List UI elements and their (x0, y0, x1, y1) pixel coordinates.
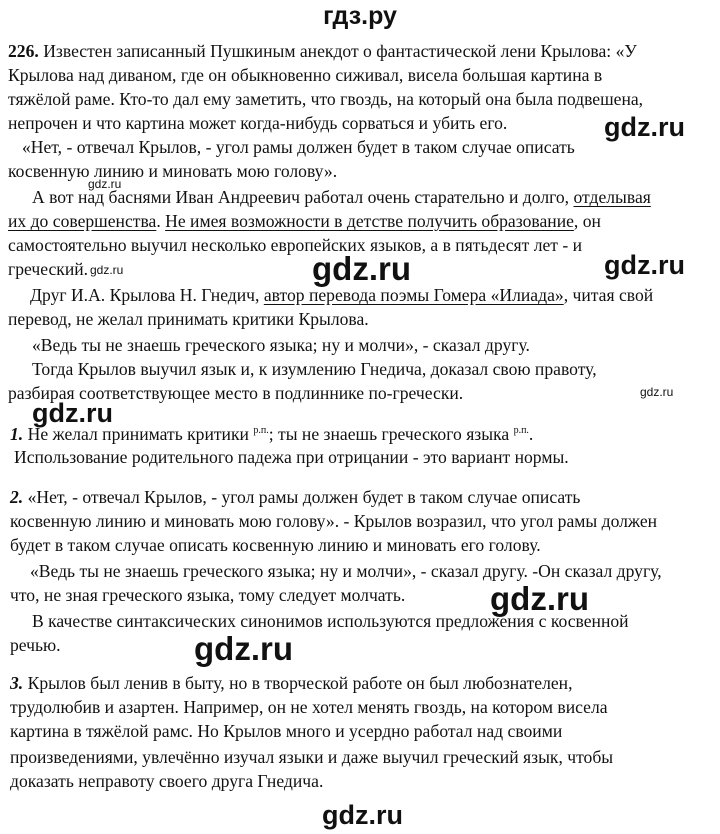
underlined-phrase: их до совершенства (8, 211, 157, 231)
task-line-5: «Нет, - отвечал Крылов, - угол рамы должен будет в таком случае описать (22, 137, 575, 157)
answer-3-line-1: 3. Крылов был ленив в быту, но в творческой работе он был любознателен, (10, 673, 573, 693)
answer-2-number: 2. (10, 487, 24, 507)
answer-2-line-5: что, не зная греческого языка, тому следует молчать. (10, 585, 406, 605)
answer-1-line-2: Использование родительного падежа при отрицании - это вариант нормы. (14, 447, 569, 467)
answer-2-line-2: косвенную линию и миновать мою голову». - Крылов возразил, что угол рамы должен (10, 511, 658, 531)
task-line-3: тяжёлой раме. Кто-то дал ему заметить, что гвоздь, на который она была подвешена, (8, 89, 644, 109)
task-line-7: А вот над баснями Иван Андреевич работал очень старательно и долго, отделывая (32, 187, 651, 207)
answer-2-line-1: 2. «Нет, - отвечал Крылов, - угол рамы должен будет в таком случае описать (10, 487, 581, 507)
watermark: gdz.ru (490, 580, 589, 617)
answer-3-line-3: картина в тяжёлой рамс. Но Крылов много и усердно работал над своими (10, 721, 563, 741)
answer-2-line-3: будет в таком случае описать косвенную линию и миновать его голову. (10, 535, 541, 555)
answer-2-line-7: речью. (10, 635, 61, 655)
task-line-11: Друг И.А. Крылова Н. Гнедич, автор перевода поэмы Гомера «Илиада», читая свой (30, 285, 654, 305)
task-line-15: разбирая соответствующее место в подлиннике по-гречески. (8, 383, 464, 403)
answer-3-line-4: произведениями, увлечённо изучал языки и даже выучил греческий язык, чтобы (10, 747, 614, 767)
answer-3-number: 3. (10, 673, 24, 693)
watermark: gdz.ru (90, 263, 124, 277)
task-line-2: Крылова над диваном, где он обыкновенно сиживал, висела большая картина в (8, 65, 603, 85)
task-line-9: самостоятельно выучил несколько европейских языков, а в пятьдесят лет - и (8, 235, 583, 255)
underlined-phrase: отделывая (573, 187, 651, 207)
case-mark: р.п. (513, 425, 529, 436)
answer-2-line-6: В качестве синтаксических синонимов используются предложения с косвенной (32, 611, 629, 631)
answer-1-line-1: 1. Не желал принимать критики $^{р.п.}$; ты не знаешь греческого языка $^{р.п.}$. (10, 424, 534, 444)
task-line-6: косвенную линию и миновать мою голову». (8, 161, 338, 181)
task-line-14: Тогда Крылов выучил язык и, к изумлению Гнедича, доказал свою правоту, (32, 359, 597, 379)
watermark: gdz.ru (604, 250, 685, 280)
underlined-phrase: Не имея возможности в детстве получить образование (165, 211, 574, 231)
answer-3-line-2: трудолюбив и азартен. Например, он не хотел менять гвоздь, на котором висела (10, 697, 608, 717)
site-header: гдз.ру (323, 2, 397, 30)
answer-3-line-5: доказать неправоту своего друга Гнедича. (10, 771, 324, 791)
task-line-12: перевод, не желал принимать критики Крылова. (8, 309, 369, 329)
watermark: gdz.ru (604, 112, 685, 142)
watermark: gdz.ru (88, 177, 122, 191)
answer-1-number: 1. (10, 424, 24, 444)
case-mark: р.п. (253, 425, 269, 436)
task-line-10: греческий. (8, 259, 89, 279)
watermark: gdz.ru (312, 250, 411, 287)
task-line-13: «Ведь ты не знаешь греческого языка; ну и молчи», - сказал другу. (32, 335, 530, 355)
watermark: gdz.ru (640, 385, 674, 399)
task-line-8: их до совершенства. Не имея возможности в детстве получить образование, он (8, 211, 601, 231)
task-number: 226. (8, 41, 39, 61)
watermark: gdz.ru (322, 800, 403, 830)
task-line-4: непрочен и что картина может когда-нибудь сорваться и убить его. (8, 113, 508, 133)
watermark: gdz.ru (32, 398, 113, 428)
watermark: gdz.ru (194, 630, 293, 667)
task-line-1: 226. Известен записанный Пушкиным анекдот о фантастической лени Крылова: «У (8, 41, 637, 61)
answer-2-line-4: «Ведь ты не знаешь греческого языка; ну и молчи», - сказал другу. -Он сказал другу, (30, 561, 662, 581)
underlined-phrase: автор перевода поэмы Гомера «Илиада» (263, 285, 564, 305)
